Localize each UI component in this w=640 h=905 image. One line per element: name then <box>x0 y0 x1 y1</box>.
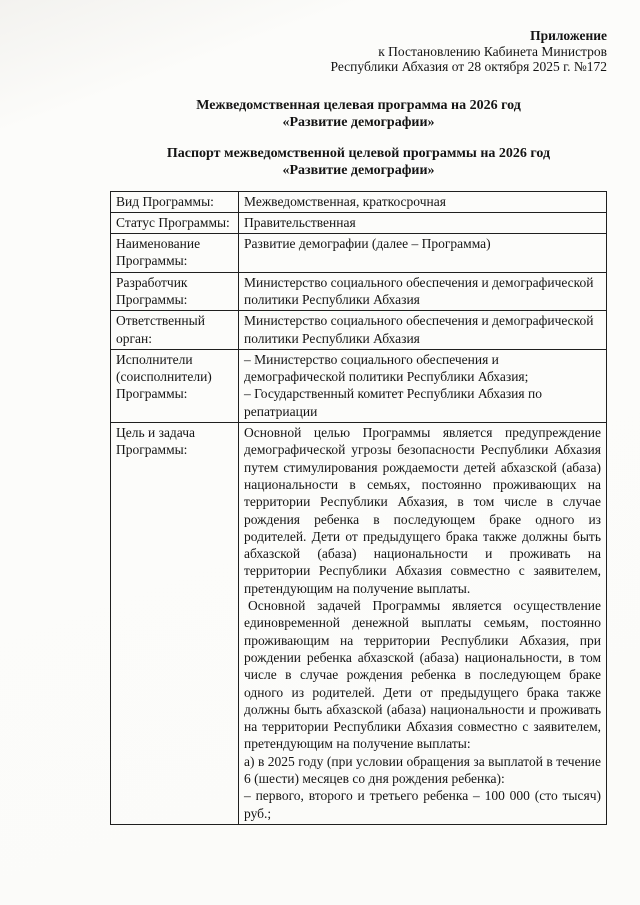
table-row-program-developer <box>111 272 607 311</box>
row-value: Министерство социального обеспечения и демографической политики Республики Абхазия <box>239 311 607 350</box>
annex-title: Приложение <box>530 28 607 43</box>
row-label: Вид Программы: <box>111 191 239 212</box>
table-row-executors <box>111 349 607 422</box>
row-value <box>239 423 607 825</box>
table-row-program-name <box>111 234 607 273</box>
program-title <box>110 97 607 132</box>
row-value <box>239 349 607 422</box>
executor-item: – Государственный комитет Республики Абхазия по репатриации <box>244 386 542 419</box>
table-row-responsible-body <box>111 311 607 350</box>
row-label: Наименование Программы: <box>111 234 239 273</box>
passport-title-line: Паспорт межведомственной целевой программы на 2026 год <box>166 145 551 161</box>
annex-reference-line: Республики Абхазия от 28 октября 2025 г. №172 <box>330 59 607 74</box>
passport-title <box>110 145 607 180</box>
row-label: Разработчик Программы: <box>111 272 239 311</box>
table-row-goal-and-task <box>111 423 607 825</box>
table-row-program-status <box>111 212 607 233</box>
goal-paragraph: Основной целью Программы является предупреждение демографической угрозы безопасности Республики Абхазия путем стимулирования рождаемости детей абхазской (абаза) национальности в семьях, постоянно проживающих на территории Республики Абхазия, в том числе в случае рождения ребенка в последующем браке одного из родителей. Дети от предыдущего брака также должны быть абхазской (абаза) национальности и проживать на территории Республики Абхазия совместно с заявителем, претендующим на получение выплаты. <box>244 425 601 596</box>
payment-condition-paragraph: а) в 2025 году (при условии обращения за выплатой в течение 6 (шести) месяцев со дня рождения ребенка): <box>244 753 601 786</box>
row-value: Министерство социального обеспечения и демографической политики Республики Абхазия <box>239 272 607 311</box>
row-label: Ответственный орган: <box>111 311 239 350</box>
row-label: Исполнители (соисполнители) Программы: <box>111 349 239 422</box>
row-label: Цель и задача Программы: <box>111 423 239 825</box>
row-label: Статус Программы: <box>111 212 239 233</box>
annex-reference-block <box>110 28 607 75</box>
program-title-line: Межведомственная целевая программа на 2026 год <box>196 97 521 113</box>
program-title-line: «Развитие демографии» <box>282 115 435 130</box>
row-value: Межведомственная, краткосрочная <box>239 191 607 212</box>
annex-reference-line: к Постановлению Кабинета Министров <box>378 43 607 59</box>
table-row-program-type <box>111 191 607 212</box>
program-passport-table <box>110 191 607 825</box>
executor-item: – Министерство социального обеспечения и демографической политики Республики Абхазия; <box>244 351 529 385</box>
document-content <box>110 28 607 825</box>
passport-title-line: «Развитие демографии» <box>282 163 435 178</box>
task-paragraph: Основной задачей Программы является осуществление единовременной денежной выплаты семьям, постоянно проживающим на территории Республики Абхазия, при рождении ребенка абхазской (абаза) национальности, в том числе в случае рождения ребенка в последующем браке одного из родителей. Дети от предыдущего брака также должны быть абхазской (абаза) национальности и проживать на территории Республики Абхазия совместно с заявителем, претендующим на получение выплаты: <box>244 598 601 752</box>
row-value: Правительственная <box>239 212 607 233</box>
payment-amount-paragraph: – первого, второго и третьего ребенка – 100 000 (сто тысяч) руб.; <box>244 788 601 821</box>
row-value: Развитие демографии (далее – Программа) <box>239 234 607 273</box>
